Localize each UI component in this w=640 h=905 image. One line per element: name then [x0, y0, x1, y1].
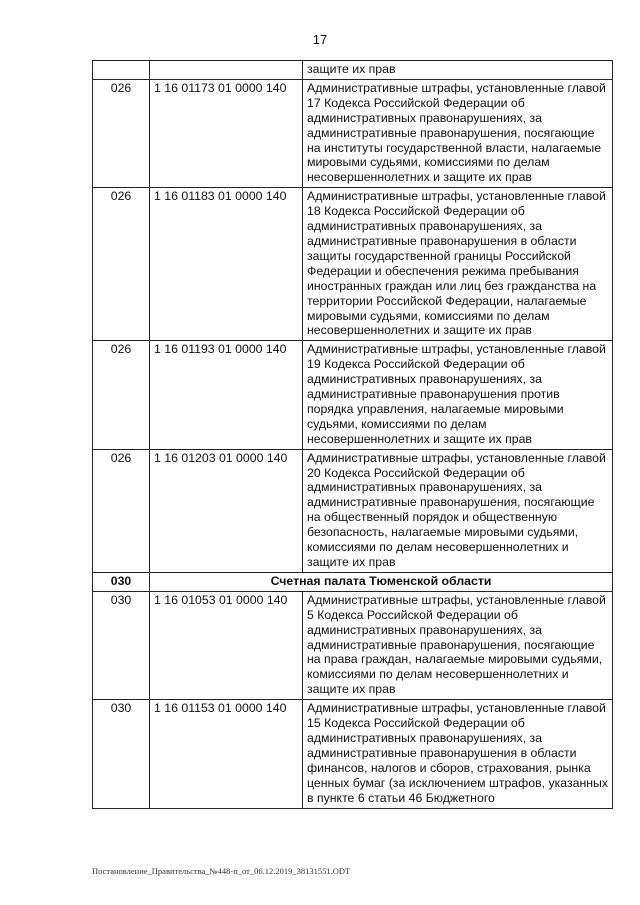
description-cell: Административные штрафы, установленные главой 20 Кодекса Российской Федерации об административных правонарушениях, за административные правонарушения, посягающие на общественный порядок и общественную безопасность, налагаемые мировыми судьями, комиссиями по делам несовершеннолетних и защите их прав: [303, 449, 613, 572]
admin-code-cell: [93, 61, 150, 80]
table-row: [93, 188, 613, 341]
description-cell: Административные штрафы, установленные главой 18 Кодекса Российской Федерации об административных правонарушениях, за административные правонарушения в области защиты государственной границы Российской Федерации и обеспечения режима пребывания иностранных граждан или лиц без гражданства на территории Российской Федерации, налагаемые мировыми судьями, комиссиями по делам несовершеннолетних и защите их прав: [303, 188, 613, 341]
description-cell: Административные штрафы, установленные главой 17 Кодекса Российской Федерации об административных правонарушениях, за административные правонарушения, посягающие на институты государственной власти, налагаемые мировыми судьями, комиссиями по делам несовершеннолетних и защите их прав: [303, 79, 613, 187]
admin-code-cell: 026: [93, 79, 150, 187]
description-cell: Административные штрафы, установленные главой 5 Кодекса Российской Федерации об административных правонарушениях, за административные правонарушения, посягающие на права граждан, налагаемые мировыми судьями, комиссиями по делам несовершеннолетних и защите их прав: [303, 591, 613, 699]
admin-code-cell: 030: [93, 700, 150, 808]
page-number: 17: [312, 32, 328, 47]
description-cell: Административные штрафы, установленные главой 19 Кодекса Российской Федерации об административных правонарушениях, за административные правонарушения против порядка управления, налагаемые мировыми судьями, комиссиями по делам несовершеннолетних и защите их прав: [303, 341, 613, 449]
admin-code-cell: 030: [93, 591, 150, 699]
budget-code-cell: 1 16 01053 01 0000 140: [150, 591, 303, 699]
table-row: [93, 341, 613, 449]
group-header-row: [93, 572, 613, 591]
budget-code-cell: [150, 61, 303, 80]
admin-code-cell: 026: [93, 341, 150, 449]
group-admin-code: 030: [93, 572, 150, 591]
table-row: [93, 449, 613, 572]
document-footer: Постановление_Правительства_№448-п_от_06.12.2019_38131551.ODT: [92, 866, 351, 876]
budget-code-cell: 1 16 01203 01 0000 140: [150, 449, 303, 572]
admin-code-cell: 026: [93, 449, 150, 572]
admin-code-cell: 026: [93, 188, 150, 341]
table-row: [93, 591, 613, 699]
budget-code-cell: 1 16 01173 01 0000 140: [150, 79, 303, 187]
budget-code-cell: 1 16 01153 01 0000 140: [150, 700, 303, 808]
budget-code-cell: 1 16 01183 01 0000 140: [150, 188, 303, 341]
table-row: [93, 61, 613, 80]
table-row: [93, 79, 613, 187]
description-cell: защите их прав: [303, 61, 613, 80]
budget-code-cell: 1 16 01193 01 0000 140: [150, 341, 303, 449]
description-cell: Административные штрафы, установленные главой 15 Кодекса Российской Федерации об административных правонарушениях, за административные правонарушения в области финансов, налогов и сборов, страхования, рынка ценных бумаг (за исключением штрафов, указанных в пункте 6 статьи 46 Бюджетного: [303, 700, 613, 808]
revenue-codes-table: [92, 60, 613, 809]
group-name: Счетная палата Тюменской области: [150, 572, 613, 591]
table-row: [93, 700, 613, 808]
